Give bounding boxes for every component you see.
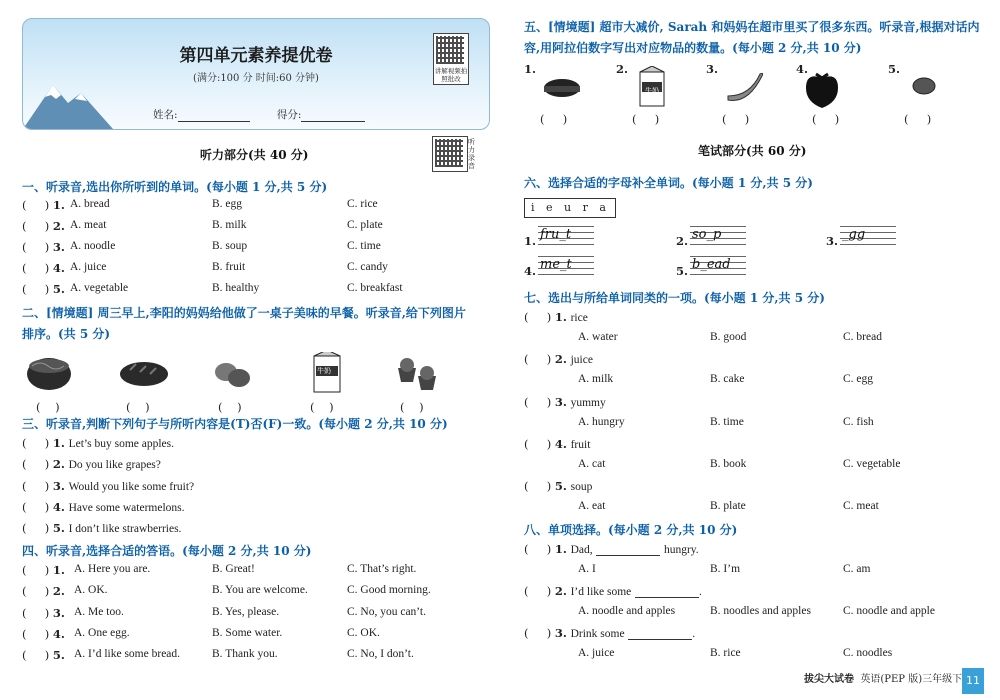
option-b: B. milk [212,219,247,231]
s7-opt-4b: B. book [710,458,747,470]
answer-paren[interactable]: ( ) [22,563,50,577]
s5-label-4: 4. [796,62,809,76]
qr-caption-video: 讲解视频拍照批改 [434,67,468,83]
option-b: B. Thank you. [212,648,278,660]
section-7-title: 七、选出与所给单词同类的一项。(每小题 1 分,共 5 分) [524,291,825,305]
option-c: C. time [347,240,381,252]
s4-row-5 [22,648,492,662]
s8-opt-2c: C. noodle and apple [843,605,935,617]
statement-text: Have some watermelons. [68,502,185,514]
answer-paren[interactable]: ( ) [22,606,50,620]
exam-title: 第四单元素养提优卷 [179,46,333,66]
question-text-post: hungry. [663,544,699,556]
qr-code-audio[interactable] [432,136,468,172]
given-word: fruit [570,439,591,451]
s5-answer-paren-1[interactable]: ( ) [540,112,568,126]
answer-paren[interactable]: ( ) [524,542,552,556]
s8-opt-2b: B. noodles and apples [710,605,811,617]
exam-header-card [22,18,490,130]
s7-opt-2b: B. cake [710,373,745,385]
s5-label-5: 5. [888,62,901,76]
s2-answer-paren-3[interactable]: ( ) [218,400,242,414]
statement-text: Would you like some fruit? [68,481,195,493]
s7-question-1 [524,310,588,324]
option-b: B. Yes, please. [212,606,280,618]
q-number: 3. [554,626,567,640]
option-c: C. No, I don’t. [347,648,414,660]
s3-row-1 [22,436,174,450]
q-number: 1. [52,436,65,450]
q1-row [22,198,492,212]
milk-carton-label: 牛奶 [645,87,659,95]
s6-word-1[interactable] [538,226,594,246]
word-text: b_ead [692,257,731,272]
s2-answer-paren-5[interactable]: ( ) [400,400,424,414]
s6-word-5[interactable] [690,256,746,276]
answer-paren[interactable]: ( ) [22,521,50,535]
s7-question-5 [524,479,592,493]
q-number: 3. [52,240,65,254]
answer-paren[interactable]: ( ) [22,240,50,254]
footer-brand [804,670,962,685]
section-2-title-line2: 排序。(共 5 分) [22,327,111,341]
s6-num-2: 2. [676,234,689,248]
s8-opt-1c: C. am [843,563,871,575]
q-number: 2. [554,584,567,598]
s6-num-5: 5. [676,264,689,278]
word-text: _gg [842,227,866,242]
writing-part-title: 笔试部分(共 60 分) [698,144,807,158]
s7-opt-3a: A. hungry [578,416,625,428]
option-a: A. OK. [74,584,108,596]
qr-code-video[interactable] [433,33,469,85]
s7-opt-2c: C. egg [843,373,874,385]
s5-answer-paren-5[interactable]: ( ) [904,112,932,126]
section-4-title: 四、听录音,选择合适的答语。(每小题 2 分,共 10 分) [22,544,312,558]
word-text: me_t [540,257,572,272]
answer-paren[interactable]: ( ) [524,584,552,598]
s3-row-2 [22,457,161,471]
section-8-title: 八、单项选择。(每小题 2 分,共 10 分) [524,523,738,537]
answer-paren[interactable]: ( ) [22,457,50,471]
q-number: 4. [52,261,65,275]
s5-label-1: 1. [524,62,537,76]
qr-pattern-icon [436,36,464,64]
answer-paren[interactable]: ( ) [22,219,50,233]
s5-label-2: 2. [616,62,629,76]
s3-row-3 [22,479,194,493]
s5-answer-paren-2[interactable]: ( ) [632,112,660,126]
s7-opt-5a: A. eat [578,500,606,512]
word-text: so_p [692,227,722,242]
s8-opt-1b: B. I’m [710,563,741,575]
answer-paren[interactable]: ( ) [524,395,552,409]
s7-question-2 [524,352,593,366]
s6-num-3: 3. [826,234,839,248]
s7-opt-1a: A. water [578,331,618,343]
s2-answer-paren-1[interactable]: ( ) [36,400,60,414]
section-2-title-line1: 二、[情境题] 周三早上,李阳的妈妈给他做了一桌子美味的早餐。听录音,给下列图片 [22,306,466,320]
answer-paren[interactable]: ( ) [524,352,552,366]
q-number: 3. [52,479,65,493]
statement-text: Let’s buy some apples. [68,438,174,450]
s8-opt-3a: A. juice [578,647,615,659]
s7-opt-3b: B. time [710,416,744,428]
q-number: 1. [52,198,65,212]
name-label: 姓名: [153,109,178,121]
s7-opt-4a: A. cat [578,458,606,470]
s5-answer-paren-3[interactable]: ( ) [722,112,750,126]
s8-question-3 [524,626,695,640]
section-5-title-line1: 五、[情境题] 超市大减价, Sarah 和妈妈在超市里买了很多东西。听录音,根据对话内 [524,20,980,34]
option-a: A. vegetable [70,282,129,294]
q-number: 2. [52,219,65,233]
s7-opt-1b: B. good [710,331,747,343]
s7-opt-5b: B. plate [710,500,746,512]
q-number: 5. [52,282,65,296]
answer-paren[interactable]: ( ) [524,437,552,451]
letter-choices-box: i e u r a [524,198,616,218]
s7-opt-3c: C. fish [843,416,874,428]
cupcakes-icon [398,358,436,390]
s4-row-2 [22,584,492,598]
given-word: soup [570,481,593,493]
option-c: C. breakfast [347,282,403,294]
answer-paren[interactable]: ( ) [22,500,50,514]
option-b: B. You are welcome. [212,584,308,596]
footer-brand-name: 拔尖大试卷 [804,674,854,685]
option-a: A. meat [70,219,107,231]
q3-row [22,240,492,254]
listening-part-title: 听力部分(共 40 分) [200,148,309,162]
answer-paren[interactable]: ( ) [22,627,50,641]
s8-opt-2a: A. noodle and apples [578,605,676,617]
given-word: juice [570,354,593,366]
breakfast-pictures [22,352,492,400]
s7-opt-4c: C. vegetable [843,458,901,470]
answer-paren[interactable]: ( ) [22,436,50,450]
answer-paren[interactable]: ( ) [22,261,50,275]
bread-loaf-icon [120,362,168,386]
s5-answer-paren-4[interactable]: ( ) [812,112,840,126]
option-a: A. One egg. [74,627,130,639]
q-number: 3. [554,395,567,409]
qr-caption-audio: 听力录音 [468,138,475,170]
s3-row-5 [22,521,181,535]
q-number: 2. [554,352,567,366]
question-text-pre: Dad, [570,544,593,556]
s2-answer-paren-2[interactable]: ( ) [126,400,150,414]
q-number: 1. [554,542,567,556]
word-text: fru_t [540,227,572,242]
option-b: B. fruit [212,261,246,273]
s2-answer-paren-4[interactable]: ( ) [310,400,334,414]
q-number: 4. [52,627,65,641]
section-1-title: 一、听录音,选出你所听到的单词。(每小题 1 分,共 5 分) [22,180,328,194]
s6-word-2[interactable] [690,226,746,246]
s7-opt-2a: A. milk [578,373,614,385]
s8-opt-1a: A. I [578,563,596,575]
option-c: C. No, you can’t. [347,606,427,618]
s4-row-1 [22,563,492,577]
exam-meta: (满分:100 分 时间:60 分钟) [193,73,319,84]
answer-paren[interactable]: ( ) [22,479,50,493]
s6-word-3[interactable] [840,226,896,246]
strawberry-icon [806,74,838,108]
q-number: 3. [52,606,65,620]
q-number: 2. [52,584,65,598]
q-number: 1. [52,563,65,577]
question-text-pre: Drink some [570,628,625,640]
option-c: C. candy [347,261,388,273]
answer-blank[interactable] [596,545,660,556]
noodles-bowl-icon [27,358,71,390]
section-3-title: 三、听录音,判断下列句子与所听内容是(T)否(F)一致。(每小题 2 分,共 10 分) [22,417,448,431]
option-b: B. Some water. [212,627,283,639]
option-a: A. bread [70,198,110,210]
question-text-post: . [698,586,702,598]
option-b: B. Great! [212,563,255,575]
name-blank[interactable] [178,111,250,122]
answer-paren[interactable]: ( ) [524,626,552,640]
answer-paren[interactable]: ( ) [22,282,50,296]
q-number: 5. [52,648,65,662]
s4-row-3 [22,606,492,620]
answer-paren[interactable]: ( ) [524,479,552,493]
question-text-pre: I’d like some [570,586,632,598]
qr-pattern-icon [435,139,463,167]
option-a: A. I’d like some bread. [74,648,181,660]
milk-carton-label: 牛奶 [317,367,331,375]
q2-row [22,219,492,233]
question-text-post: . [692,628,696,640]
q4-row [22,261,492,275]
shopping-pictures [540,66,980,112]
page-number: 11 [962,668,984,694]
egg-icon [913,78,935,94]
eggs-icon [215,363,250,387]
answer-paren[interactable]: ( ) [524,310,552,324]
s3-row-4 [22,500,185,514]
given-word: rice [570,312,588,324]
s6-num-4: 4. [524,264,537,278]
answer-blank[interactable] [635,587,699,598]
q-number: 1. [554,310,567,324]
s8-opt-3c: C. noodles [843,647,893,659]
s8-question-2 [524,584,702,598]
answer-paren[interactable]: ( ) [22,648,50,662]
q-number: 2. [52,457,65,471]
q-number: 4. [52,500,65,514]
s5-label-3: 3. [706,62,719,76]
banana-icon [728,73,763,100]
statement-text: Do you like grapes? [68,459,161,471]
meat-icon [544,79,580,97]
s4-row-4 [22,627,492,641]
option-c: C. rice [347,198,378,210]
footer-book: 英语(PEP 版)三年级下 [860,674,963,685]
option-a: A. Me too. [74,606,124,618]
statement-text: I don’t like strawberries. [68,523,182,535]
option-a: A. Here you are. [74,563,151,575]
answer-paren[interactable]: ( ) [22,198,50,212]
s8-opt-3b: B. rice [710,647,741,659]
option-a: A. juice [70,261,107,273]
option-b: B. soup [212,240,248,252]
option-c: C. That’s right. [347,563,417,575]
s7-opt-5c: C. meat [843,500,879,512]
option-a: A. noodle [70,240,116,252]
s7-opt-1c: C. bread [843,331,882,343]
q-number: 5. [554,479,567,493]
name-score-line [153,107,365,122]
s6-num-1: 1. [524,234,537,248]
option-c: C. Good morning. [347,584,431,596]
s7-question-3 [524,395,606,409]
answer-blank[interactable] [628,629,692,640]
s6-word-4[interactable] [538,256,594,276]
option-b: B. egg [212,198,243,210]
section-5-title-line2: 容,用阿拉伯数字写出对应物品的数量。(每小题 2 分,共 10 分) [524,41,862,55]
answer-paren[interactable]: ( ) [22,584,50,598]
q5-row [22,282,492,296]
option-b: B. healthy [212,282,260,294]
q-number: 4. [554,437,567,451]
score-blank[interactable] [301,111,365,122]
q-number: 5. [52,521,65,535]
score-label: 得分: [276,109,302,121]
option-c: C. plate [347,219,383,231]
given-word: yummy [570,397,606,409]
s7-question-4 [524,437,590,451]
section-6-title: 六、选择合适的字母补全单词。(每小题 1 分,共 5 分) [524,176,813,190]
option-c: C. OK. [347,627,380,639]
s8-question-1 [524,542,699,556]
